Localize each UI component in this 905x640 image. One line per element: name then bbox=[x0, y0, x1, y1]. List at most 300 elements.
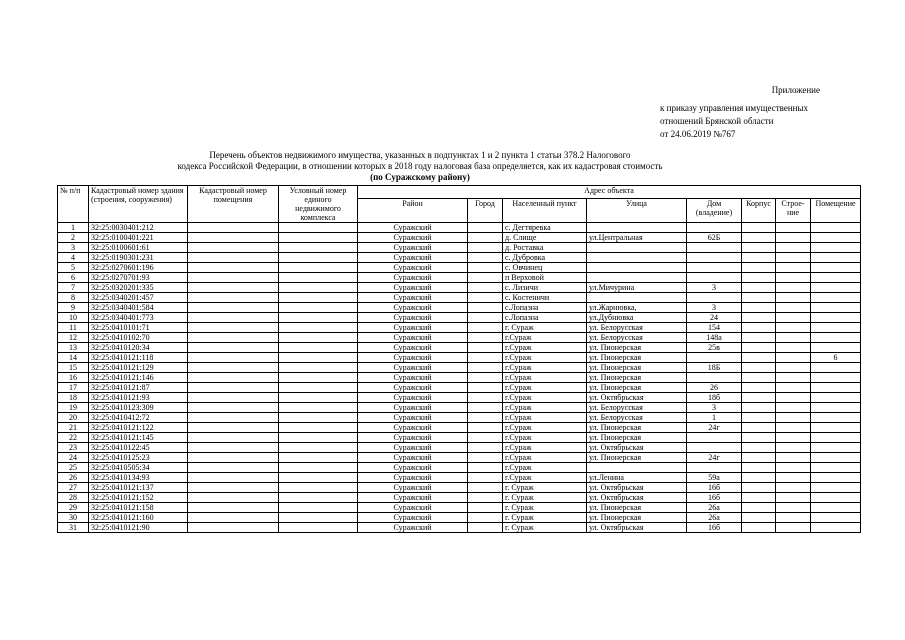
order-line-1: к приказу управления имущественных bbox=[660, 103, 809, 113]
row-number: 13 bbox=[58, 343, 89, 353]
row-number: 10 bbox=[58, 313, 89, 323]
building-part-cell bbox=[776, 283, 811, 293]
premises-cell bbox=[811, 313, 861, 323]
premises-cell bbox=[811, 453, 861, 463]
table-row bbox=[58, 233, 861, 243]
room-cadastral-cell bbox=[188, 353, 279, 363]
district-cell: Суражский bbox=[358, 283, 468, 293]
building-part-cell bbox=[776, 313, 811, 323]
korpus-cell bbox=[742, 513, 776, 523]
street-cell: ул. Пионерская bbox=[587, 503, 687, 513]
city-cell bbox=[468, 283, 503, 293]
table-row bbox=[58, 313, 861, 323]
settlement-cell: г. Сураж bbox=[503, 483, 587, 493]
table-row bbox=[58, 503, 861, 513]
korpus-cell bbox=[742, 433, 776, 443]
premises-cell bbox=[811, 433, 861, 443]
building-cadastral-cell: 32:25:0410121:145 bbox=[89, 433, 188, 443]
row-number: 25 bbox=[58, 463, 89, 473]
building-part-cell bbox=[776, 353, 811, 363]
settlement-cell: г.Сураж bbox=[503, 383, 587, 393]
row-number: 22 bbox=[58, 433, 89, 443]
complex-number-cell bbox=[279, 323, 358, 333]
district-cell: Суражский bbox=[358, 393, 468, 403]
city-cell bbox=[468, 383, 503, 393]
header-korpus: Корпус bbox=[742, 198, 776, 222]
header-settlement: Населенный пункт bbox=[503, 198, 587, 222]
complex-number-cell bbox=[279, 403, 358, 413]
premises-cell bbox=[811, 343, 861, 353]
row-number: 30 bbox=[58, 513, 89, 523]
premises-cell bbox=[811, 513, 861, 523]
korpus-cell bbox=[742, 373, 776, 383]
complex-number-cell bbox=[279, 383, 358, 393]
table-row bbox=[58, 513, 861, 523]
row-number: 29 bbox=[58, 503, 89, 513]
building-cadastral-cell: 32:25:0410101:71 bbox=[89, 323, 188, 333]
settlement-cell: д. Роставка bbox=[503, 243, 587, 253]
table-row bbox=[58, 363, 861, 373]
table-row bbox=[58, 453, 861, 463]
house-cell bbox=[687, 243, 742, 253]
korpus-cell bbox=[742, 413, 776, 423]
settlement-cell: г.Сураж bbox=[503, 403, 587, 413]
premises-cell bbox=[811, 423, 861, 433]
settlement-cell: г. Сураж bbox=[503, 523, 587, 533]
building-cadastral-cell: 32:25:0190301:231 bbox=[89, 253, 188, 263]
korpus-cell bbox=[742, 323, 776, 333]
building-cadastral-cell: 32:25:0410121:93 bbox=[89, 393, 188, 403]
room-cadastral-cell bbox=[188, 333, 279, 343]
row-number: 1 bbox=[58, 223, 89, 233]
settlement-cell: г. Сураж bbox=[503, 493, 587, 503]
district-cell: Суражский bbox=[358, 363, 468, 373]
room-cadastral-cell bbox=[188, 273, 279, 283]
premises-cell bbox=[811, 223, 861, 233]
settlement-cell: с. Дубровка bbox=[503, 253, 587, 263]
district-cell: Суражский bbox=[358, 313, 468, 323]
room-cadastral-cell bbox=[188, 383, 279, 393]
settlement-cell: с. Лизичи bbox=[503, 283, 587, 293]
house-cell bbox=[687, 253, 742, 263]
city-cell bbox=[468, 313, 503, 323]
complex-number-cell bbox=[279, 503, 358, 513]
table-row bbox=[58, 333, 861, 343]
room-cadastral-cell bbox=[188, 433, 279, 443]
street-cell: ул. Белорусская bbox=[587, 403, 687, 413]
building-part-cell bbox=[776, 373, 811, 383]
settlement-cell: г.Сураж bbox=[503, 433, 587, 443]
row-number: 20 bbox=[58, 413, 89, 423]
premises-cell: 6 bbox=[811, 353, 861, 363]
house-cell bbox=[687, 463, 742, 473]
table-row bbox=[58, 353, 861, 363]
house-cell: 154 bbox=[687, 323, 742, 333]
building-cadastral-cell: 32:25:0030401:212 bbox=[89, 223, 188, 233]
house-cell: 25в bbox=[687, 343, 742, 353]
building-cadastral-cell: 32:25:0410121:152 bbox=[89, 493, 188, 503]
row-number: 16 bbox=[58, 373, 89, 383]
room-cadastral-cell bbox=[188, 463, 279, 473]
building-part-cell bbox=[776, 463, 811, 473]
building-cadastral-cell: 32:25:0410121:158 bbox=[89, 503, 188, 513]
street-cell: ул. Белорусская bbox=[587, 413, 687, 423]
document-title bbox=[150, 150, 690, 183]
building-part-cell bbox=[776, 233, 811, 243]
city-cell bbox=[468, 223, 503, 233]
complex-number-cell bbox=[279, 293, 358, 303]
building-cadastral-cell: 32:25:0410120:34 bbox=[89, 343, 188, 353]
building-part-cell bbox=[776, 363, 811, 373]
district-cell: Суражский bbox=[358, 453, 468, 463]
table-row bbox=[58, 483, 861, 493]
table-row bbox=[58, 523, 861, 533]
premises-cell bbox=[811, 483, 861, 493]
city-cell bbox=[468, 413, 503, 423]
settlement-cell: г. Сураж bbox=[503, 503, 587, 513]
building-cadastral-cell: 32:25:0340401:773 bbox=[89, 313, 188, 323]
korpus-cell bbox=[742, 223, 776, 233]
room-cadastral-cell bbox=[188, 233, 279, 243]
table-row bbox=[58, 303, 861, 313]
complex-number-cell bbox=[279, 283, 358, 293]
building-part-cell bbox=[776, 253, 811, 263]
korpus-cell bbox=[742, 353, 776, 363]
city-cell bbox=[468, 323, 503, 333]
table-row bbox=[58, 373, 861, 383]
room-cadastral-cell bbox=[188, 453, 279, 463]
settlement-cell: г.Сураж bbox=[503, 333, 587, 343]
korpus-cell bbox=[742, 363, 776, 373]
room-cadastral-cell bbox=[188, 483, 279, 493]
room-cadastral-cell bbox=[188, 523, 279, 533]
building-part-cell bbox=[776, 223, 811, 233]
korpus-cell bbox=[742, 473, 776, 483]
title-line-3: (по Суражскому району) bbox=[370, 172, 470, 182]
district-cell: Суражский bbox=[358, 373, 468, 383]
building-part-cell bbox=[776, 493, 811, 503]
row-number: 5 bbox=[58, 263, 89, 273]
building-cadastral-cell: 32:25:0410134:93 bbox=[89, 473, 188, 483]
house-cell: 26а bbox=[687, 513, 742, 523]
room-cadastral-cell bbox=[188, 263, 279, 273]
document-header bbox=[660, 84, 860, 141]
house-cell bbox=[687, 223, 742, 233]
korpus-cell bbox=[742, 233, 776, 243]
building-cadastral-cell: 32:25:0270601:196 bbox=[89, 263, 188, 273]
complex-number-cell bbox=[279, 433, 358, 443]
premises-cell bbox=[811, 413, 861, 423]
room-cadastral-cell bbox=[188, 293, 279, 303]
korpus-cell bbox=[742, 253, 776, 263]
table-row bbox=[58, 243, 861, 253]
building-cadastral-cell: 32:25:0410121:90 bbox=[89, 523, 188, 533]
settlement-cell: с.Лопазна bbox=[503, 303, 587, 313]
building-part-cell bbox=[776, 513, 811, 523]
room-cadastral-cell bbox=[188, 393, 279, 403]
building-cadastral-cell: 32:25:0410121:118 bbox=[89, 353, 188, 363]
building-cadastral-cell: 32:25:0410122:45 bbox=[89, 443, 188, 453]
header-num: № п/п bbox=[58, 186, 89, 223]
building-part-cell bbox=[776, 323, 811, 333]
street-cell: ул.Мичурина bbox=[587, 283, 687, 293]
street-cell: ул. Пионерская bbox=[587, 513, 687, 523]
complex-number-cell bbox=[279, 513, 358, 523]
table-row bbox=[58, 263, 861, 273]
house-cell: 3 bbox=[687, 403, 742, 413]
district-cell: Суражский bbox=[358, 293, 468, 303]
street-cell: ул.Центральная bbox=[587, 233, 687, 243]
district-cell: Суражский bbox=[358, 353, 468, 363]
korpus-cell bbox=[742, 383, 776, 393]
table-row bbox=[58, 433, 861, 443]
building-cadastral-cell: 32:25:0100601:61 bbox=[89, 243, 188, 253]
room-cadastral-cell bbox=[188, 493, 279, 503]
korpus-cell bbox=[742, 503, 776, 513]
premises-cell bbox=[811, 473, 861, 483]
street-cell bbox=[587, 293, 687, 303]
settlement-cell: г.Сураж bbox=[503, 393, 587, 403]
table-row bbox=[58, 253, 861, 263]
city-cell bbox=[468, 293, 503, 303]
building-cadastral-cell: 32:25:0340201:457 bbox=[89, 293, 188, 303]
title-line-1: Перечень объектов недвижимого имущества, указанных в подпунктах 1 и 2 пункта 1 статьи 378.2 Налогового bbox=[209, 150, 631, 160]
korpus-cell bbox=[742, 393, 776, 403]
building-part-cell bbox=[776, 443, 811, 453]
street-cell: ул. Октябрьская bbox=[587, 393, 687, 403]
property-table bbox=[57, 185, 861, 533]
room-cadastral-cell bbox=[188, 443, 279, 453]
complex-number-cell bbox=[279, 413, 358, 423]
room-cadastral-cell bbox=[188, 503, 279, 513]
settlement-cell: с. Овчинец bbox=[503, 263, 587, 273]
house-cell: 1 bbox=[687, 413, 742, 423]
korpus-cell bbox=[742, 343, 776, 353]
city-cell bbox=[468, 393, 503, 403]
city-cell bbox=[468, 273, 503, 283]
building-part-cell bbox=[776, 243, 811, 253]
room-cadastral-cell bbox=[188, 253, 279, 263]
district-cell: Суражский bbox=[358, 523, 468, 533]
complex-number-cell bbox=[279, 263, 358, 273]
premises-cell bbox=[811, 233, 861, 243]
complex-number-cell bbox=[279, 253, 358, 263]
row-number: 9 bbox=[58, 303, 89, 313]
street-cell bbox=[587, 243, 687, 253]
table-row bbox=[58, 293, 861, 303]
header-house: Дом (владение) bbox=[687, 198, 742, 222]
table-row bbox=[58, 473, 861, 483]
district-cell: Суражский bbox=[358, 493, 468, 503]
row-number: 26 bbox=[58, 473, 89, 483]
table-row bbox=[58, 423, 861, 433]
korpus-cell bbox=[742, 333, 776, 343]
settlement-cell: г.Сураж bbox=[503, 353, 587, 363]
street-cell: ул. Белорусская bbox=[587, 333, 687, 343]
room-cadastral-cell bbox=[188, 323, 279, 333]
city-cell bbox=[468, 433, 503, 443]
order-line-2: отношений Брянской области bbox=[660, 116, 774, 126]
house-cell: 26 bbox=[687, 383, 742, 393]
complex-number-cell bbox=[279, 453, 358, 463]
district-cell: Суражский bbox=[358, 233, 468, 243]
premises-cell bbox=[811, 373, 861, 383]
row-number: 14 bbox=[58, 353, 89, 363]
premises-cell bbox=[811, 503, 861, 513]
complex-number-cell bbox=[279, 233, 358, 243]
korpus-cell bbox=[742, 523, 776, 533]
room-cadastral-cell bbox=[188, 363, 279, 373]
row-number: 4 bbox=[58, 253, 89, 263]
table-row bbox=[58, 323, 861, 333]
premises-cell bbox=[811, 303, 861, 313]
row-number: 15 bbox=[58, 363, 89, 373]
complex-number-cell bbox=[279, 313, 358, 323]
table-row bbox=[58, 383, 861, 393]
building-cadastral-cell: 32:25:0410412:72 bbox=[89, 413, 188, 423]
city-cell bbox=[468, 253, 503, 263]
district-cell: Суражский bbox=[358, 483, 468, 493]
street-cell: ул. Пионерская bbox=[587, 373, 687, 383]
korpus-cell bbox=[742, 443, 776, 453]
district-cell: Суражский bbox=[358, 323, 468, 333]
room-cadastral-cell bbox=[188, 513, 279, 523]
street-cell: ул. Пионерская bbox=[587, 353, 687, 363]
district-cell: Суражский bbox=[358, 403, 468, 413]
complex-number-cell bbox=[279, 463, 358, 473]
house-cell bbox=[687, 273, 742, 283]
building-part-cell bbox=[776, 303, 811, 313]
complex-number-cell bbox=[279, 363, 358, 373]
street-cell: ул. Пионерская bbox=[587, 383, 687, 393]
korpus-cell bbox=[742, 453, 776, 463]
complex-number-cell bbox=[279, 523, 358, 533]
settlement-cell: д. Слище bbox=[503, 233, 587, 243]
settlement-cell: г.Сураж bbox=[503, 373, 587, 383]
header-address: Адрес объекта bbox=[358, 186, 861, 199]
district-cell: Суражский bbox=[358, 433, 468, 443]
building-part-cell bbox=[776, 503, 811, 513]
district-cell: Суражский bbox=[358, 503, 468, 513]
street-cell: ул. Белорусская bbox=[587, 323, 687, 333]
table-row bbox=[58, 463, 861, 473]
header-building-part: Строе-ние bbox=[776, 198, 811, 222]
building-cadastral-cell: 32:25:0320201:335 bbox=[89, 283, 188, 293]
row-number: 18 bbox=[58, 393, 89, 403]
house-cell bbox=[687, 353, 742, 363]
city-cell bbox=[468, 403, 503, 413]
city-cell bbox=[468, 473, 503, 483]
room-cadastral-cell bbox=[188, 403, 279, 413]
premises-cell bbox=[811, 243, 861, 253]
city-cell bbox=[468, 343, 503, 353]
city-cell bbox=[468, 373, 503, 383]
row-number: 2 bbox=[58, 233, 89, 243]
district-cell: Суражский bbox=[358, 473, 468, 483]
house-cell bbox=[687, 373, 742, 383]
korpus-cell bbox=[742, 313, 776, 323]
premises-cell bbox=[811, 253, 861, 263]
building-part-cell bbox=[776, 403, 811, 413]
district-cell: Суражский bbox=[358, 253, 468, 263]
premises-cell bbox=[811, 323, 861, 333]
header-city: Город bbox=[468, 198, 503, 222]
row-number: 27 bbox=[58, 483, 89, 493]
building-part-cell bbox=[776, 483, 811, 493]
room-cadastral-cell bbox=[188, 223, 279, 233]
row-number: 23 bbox=[58, 443, 89, 453]
street-cell: ул. Пионерская bbox=[587, 433, 687, 443]
city-cell bbox=[468, 493, 503, 503]
house-cell: 16б bbox=[687, 483, 742, 493]
premises-cell bbox=[811, 493, 861, 503]
city-cell bbox=[468, 453, 503, 463]
city-cell bbox=[468, 243, 503, 253]
house-cell: 3 bbox=[687, 283, 742, 293]
room-cadastral-cell bbox=[188, 243, 279, 253]
building-part-cell bbox=[776, 473, 811, 483]
street-cell: ул. Пионерская bbox=[587, 363, 687, 373]
street-cell: ул. Октябрьская bbox=[587, 493, 687, 503]
complex-number-cell bbox=[279, 373, 358, 383]
district-cell: Суражский bbox=[358, 443, 468, 453]
house-cell: 16б bbox=[687, 523, 742, 533]
row-number: 19 bbox=[58, 403, 89, 413]
building-cadastral-cell: 32:25:0340401:584 bbox=[89, 303, 188, 313]
district-cell: Суражский bbox=[358, 413, 468, 423]
building-cadastral-cell: 32:25:0270701:93 bbox=[89, 273, 188, 283]
korpus-cell bbox=[742, 303, 776, 313]
building-cadastral-cell: 32:25:0100401:221 bbox=[89, 233, 188, 243]
city-cell bbox=[468, 263, 503, 273]
city-cell bbox=[468, 463, 503, 473]
room-cadastral-cell bbox=[188, 373, 279, 383]
city-cell bbox=[468, 333, 503, 343]
premises-cell bbox=[811, 293, 861, 303]
korpus-cell bbox=[742, 493, 776, 503]
premises-cell bbox=[811, 283, 861, 293]
street-cell bbox=[587, 223, 687, 233]
complex-number-cell bbox=[279, 333, 358, 343]
order-date-number: от 24.06.2019 №767 bbox=[660, 129, 736, 139]
korpus-cell bbox=[742, 403, 776, 413]
building-cadastral-cell: 32:25:0410505:34 bbox=[89, 463, 188, 473]
house-cell: 148а bbox=[687, 333, 742, 343]
room-cadastral-cell bbox=[188, 283, 279, 293]
korpus-cell bbox=[742, 483, 776, 493]
table-row bbox=[58, 443, 861, 453]
row-number: 31 bbox=[58, 523, 89, 533]
row-number: 7 bbox=[58, 283, 89, 293]
header-district: Район bbox=[358, 198, 468, 222]
building-cadastral-cell: 32:25:0410102:70 bbox=[89, 333, 188, 343]
city-cell bbox=[468, 503, 503, 513]
city-cell bbox=[468, 353, 503, 363]
complex-number-cell bbox=[279, 273, 358, 283]
premises-cell bbox=[811, 263, 861, 273]
row-number: 6 bbox=[58, 273, 89, 283]
complex-number-cell bbox=[279, 423, 358, 433]
city-cell bbox=[468, 523, 503, 533]
premises-cell bbox=[811, 463, 861, 473]
complex-number-cell bbox=[279, 483, 358, 493]
room-cadastral-cell bbox=[188, 423, 279, 433]
district-cell: Суражский bbox=[358, 463, 468, 473]
house-cell bbox=[687, 443, 742, 453]
korpus-cell bbox=[742, 263, 776, 273]
house-cell: 26а bbox=[687, 503, 742, 513]
street-cell: ул.Дубнювка bbox=[587, 313, 687, 323]
